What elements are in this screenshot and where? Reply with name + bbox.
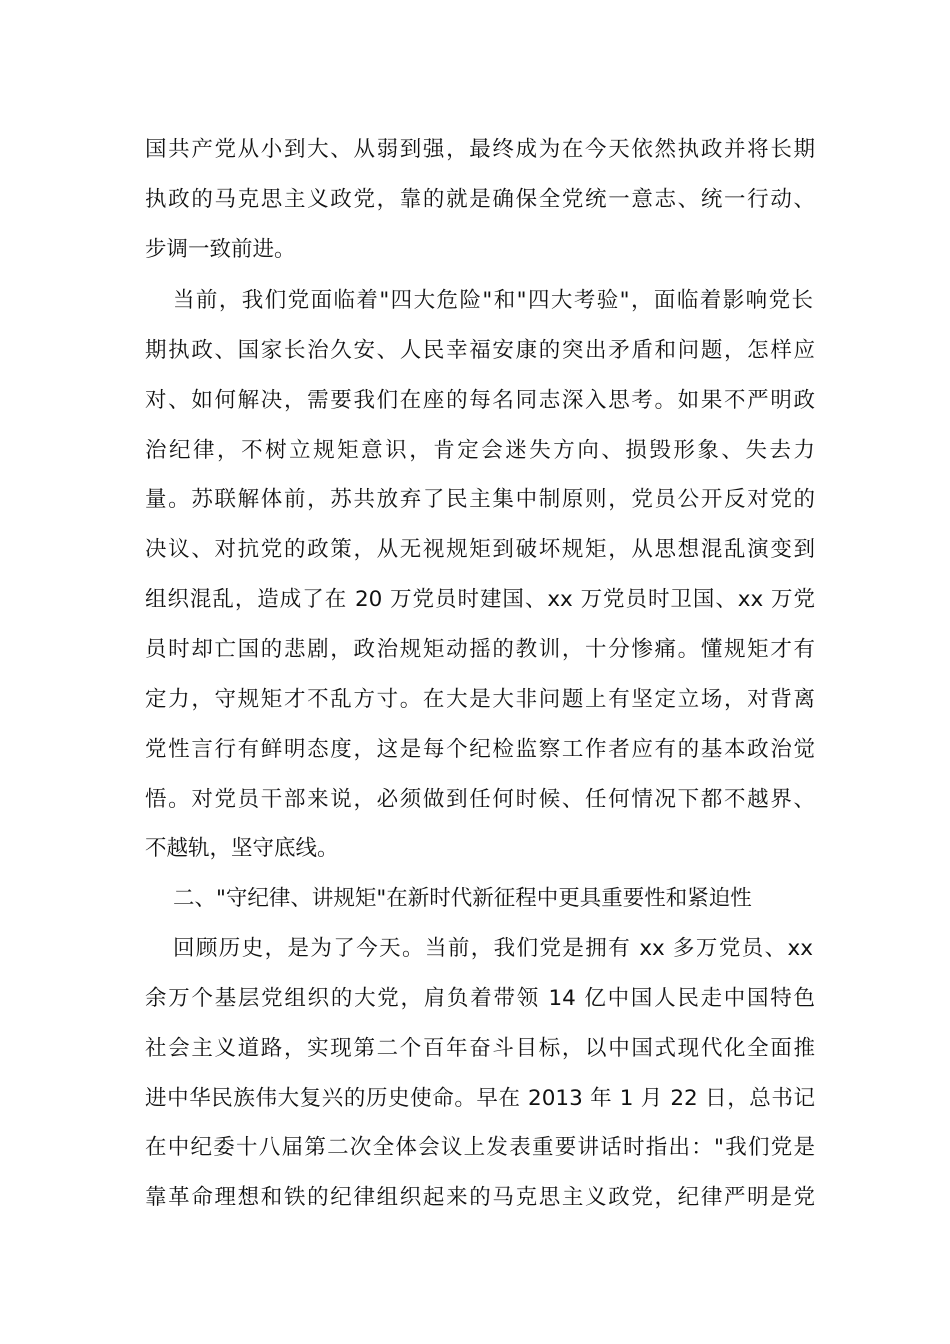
paragraph-line: 定力，守规矩才不乱方寸。在大是大非问题上有坚定立场，对背离 xyxy=(145,687,815,712)
paragraph-line: 员时却亡国的悲剧，政治规矩动摇的教训，十分惨痛。懂规矩才有 xyxy=(145,637,815,662)
paragraph-line: 执政的马克思主义政党，靠的就是确保全党统一意志、统一行动、 xyxy=(145,187,815,212)
paragraph-line: 量。苏联解体前，苏共放弃了民主集中制原则，党员公开反对党的 xyxy=(145,487,815,512)
paragraph-line: 步调一致前进。 xyxy=(145,237,296,262)
paragraph-line: 回顾历史，是为了今天。当前，我们党是拥有 xx 多万党员、xx xyxy=(173,936,813,961)
paragraph-line: 决议、对抗党的政策，从无视规矩到破坏规矩，从思想混乱演变到 xyxy=(145,537,815,562)
paragraph-line: 社会主义道路，实现第二个百年奋斗目标，以中国式现代化全面推 xyxy=(145,1036,815,1061)
section-heading: 二、"守纪律、讲规矩"在新时代新征程中更具重要性和紧迫性 xyxy=(173,886,752,911)
paragraph-line: 组织混乱，造成了在 20 万党员时建国、xx 万党员时卫国、xx 万党 xyxy=(145,587,815,612)
paragraph-line: 当前，我们党面临着"四大危险"和"四大考验"，面临着影响党长 xyxy=(173,288,813,313)
paragraph-line: 对、如何解决，需要我们在座的每名同志深入思考。如果不严明政 xyxy=(145,388,815,413)
paragraph-line: 党性言行有鲜明态度，这是每个纪检监察工作者应有的基本政治觉 xyxy=(145,737,815,762)
paragraph-line: 靠革命理想和铁的纪律组织起来的马克思主义政党，纪律严明是党 xyxy=(145,1185,815,1210)
paragraph-line: 余万个基层党组织的大党，肩负着带领 14 亿中国人民走中国特色 xyxy=(145,986,815,1011)
paragraph-line: 不越轨，坚守底线。 xyxy=(145,836,339,861)
paragraph-line: 治纪律，不树立规矩意识，肯定会迷失方向、损毁形象、失去力 xyxy=(145,438,815,463)
paragraph-line: 期执政、国家长治久安、人民幸福安康的突出矛盾和问题，怎样应 xyxy=(145,338,815,363)
paragraph-line: 在中纪委十八届第二次全体会议上发表重要讲话时指出："我们党是 xyxy=(145,1135,815,1160)
paragraph-line: 悟。对党员干部来说，必须做到任何时候、任何情况下都不越界、 xyxy=(145,787,815,812)
paragraph-line: 国共产党从小到大、从弱到强，最终成为在今天依然执政并将长期 xyxy=(145,137,815,162)
paragraph-line: 进中华民族伟大复兴的历史使命。早在 2013 年 1 月 22 日，总书记 xyxy=(145,1086,815,1111)
